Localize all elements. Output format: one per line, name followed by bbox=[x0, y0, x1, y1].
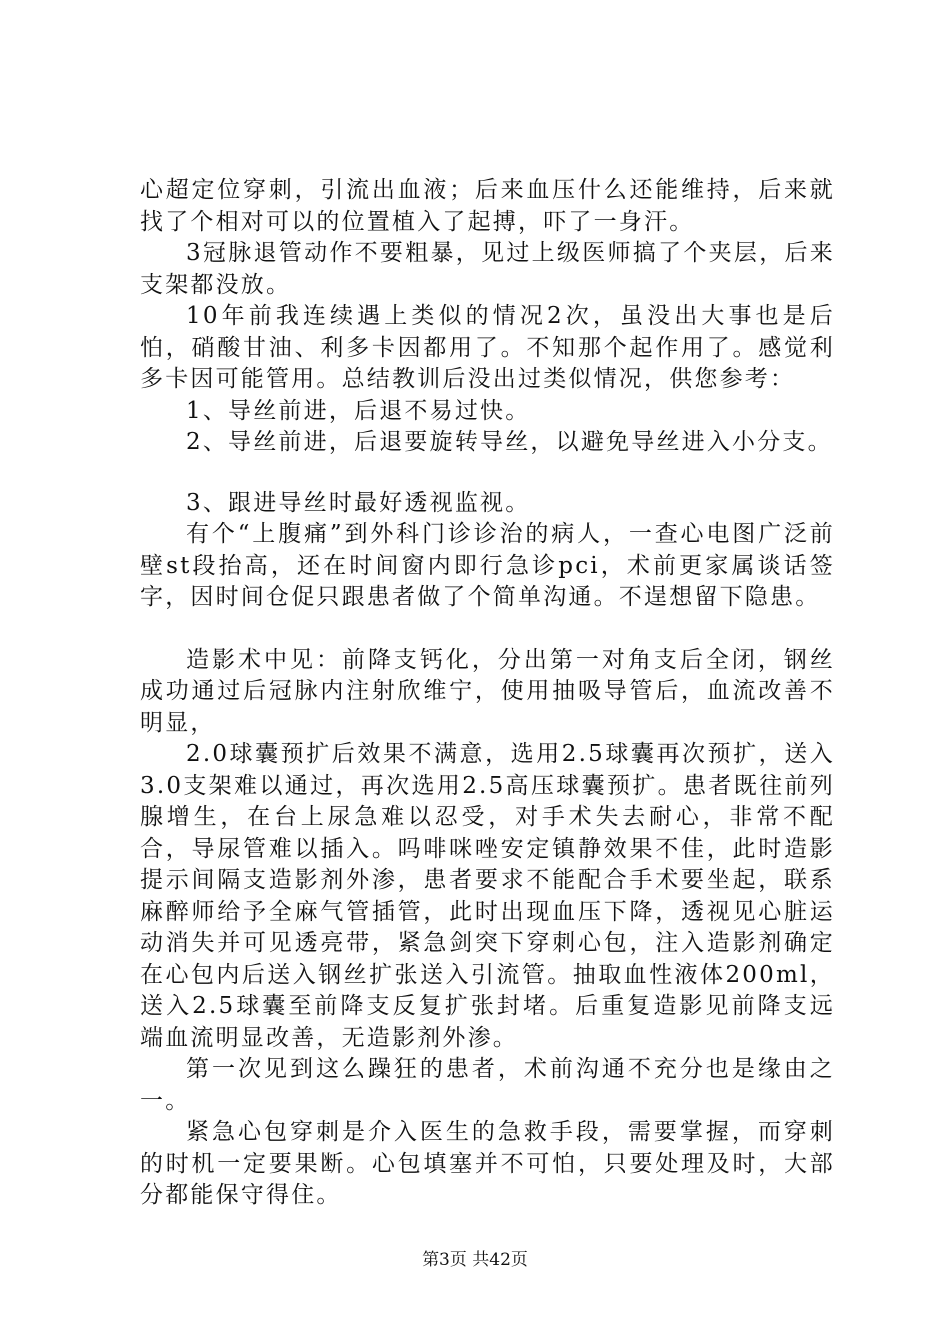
paragraph: 3冠脉退管动作不要粗暴，见过上级医师搞了个夹层，后来支架都没放。 bbox=[140, 240, 835, 298]
list-item: 2、导丝前进，后退要旋转导丝，以避免导丝进入小分支。 bbox=[186, 429, 833, 455]
page-number: 第3页 共42页 bbox=[422, 1250, 528, 1270]
paragraph: 第一次见到这么躁狂的患者，术前沟通不充分也是缘由之一。 bbox=[140, 1056, 835, 1114]
paragraph: 2.0球囊预扩后效果不满意，选用2.5球囊再次预扩，送入3.0支架难以通过，再次选用2.5高压球囊预扩。患者既往前列腺增生，在台上尿急难以忍受，对手术失去耐心，非常不配合，导尿管难以插入。吗啡咪唑安定镇静效果不佳，此时造影提示间隔支造影剂外渗，患者要求不能配合手术要坐起，联系麻醉师给予全麻气管插管，此时出现血压下降，透视见心脏运动消失并可见透亮带，紧急剑突下穿刺心包，注入造影剂确定在心包内后送入钢丝扩张送入引流管。抽取血性液体200ml，送入2.5球囊至前降支反复扩张封堵。后重复造影见前降支远端血流明显改善，无造影剂外渗。 bbox=[140, 741, 835, 1051]
list-item: 3、跟进导丝时最好透视监视。 bbox=[186, 489, 531, 516]
paragraph: 心超定位穿刺，引流出血液；后来血压什么还能维持，后来就找了个相对可以的位置植入了起搏，吓了一身汗。 bbox=[140, 177, 835, 235]
list-item: 1、导丝前进，后退不易过快。 bbox=[186, 397, 531, 424]
document-body bbox=[140, 175, 835, 1212]
paragraph: 紧急心包穿刺是介入医生的急救手段，需要掌握，而穿刺的时机一定要果断。心包填塞并不可怕，只要处理及时，大部分都能保守得住。 bbox=[140, 1119, 835, 1208]
paragraph: 造影术中见：前降支钙化，分出第一对角支后全闭，钢丝成功通过后冠脉内注射欣维宁，使用抽吸导管后，血流改善不明显， bbox=[140, 646, 835, 736]
paragraph: 有个“上腹痛”到外科门诊诊治的病人，一查心电图广泛前壁st段抬高，还在时间窗内即行急诊pci，术前更家属谈话签字，因时间仓促只跟患者做了个简单沟通。不逞想留下隐患。 bbox=[140, 521, 835, 610]
paragraph: 10年前我连续遇上类似的情况2次，虽没出大事也是后怕，硝酸甘油、利多卡因都用了。不知那个起作用了。感觉利多卡因可能管用。总结教训后没出过类似情况，供您参考： bbox=[140, 303, 835, 392]
